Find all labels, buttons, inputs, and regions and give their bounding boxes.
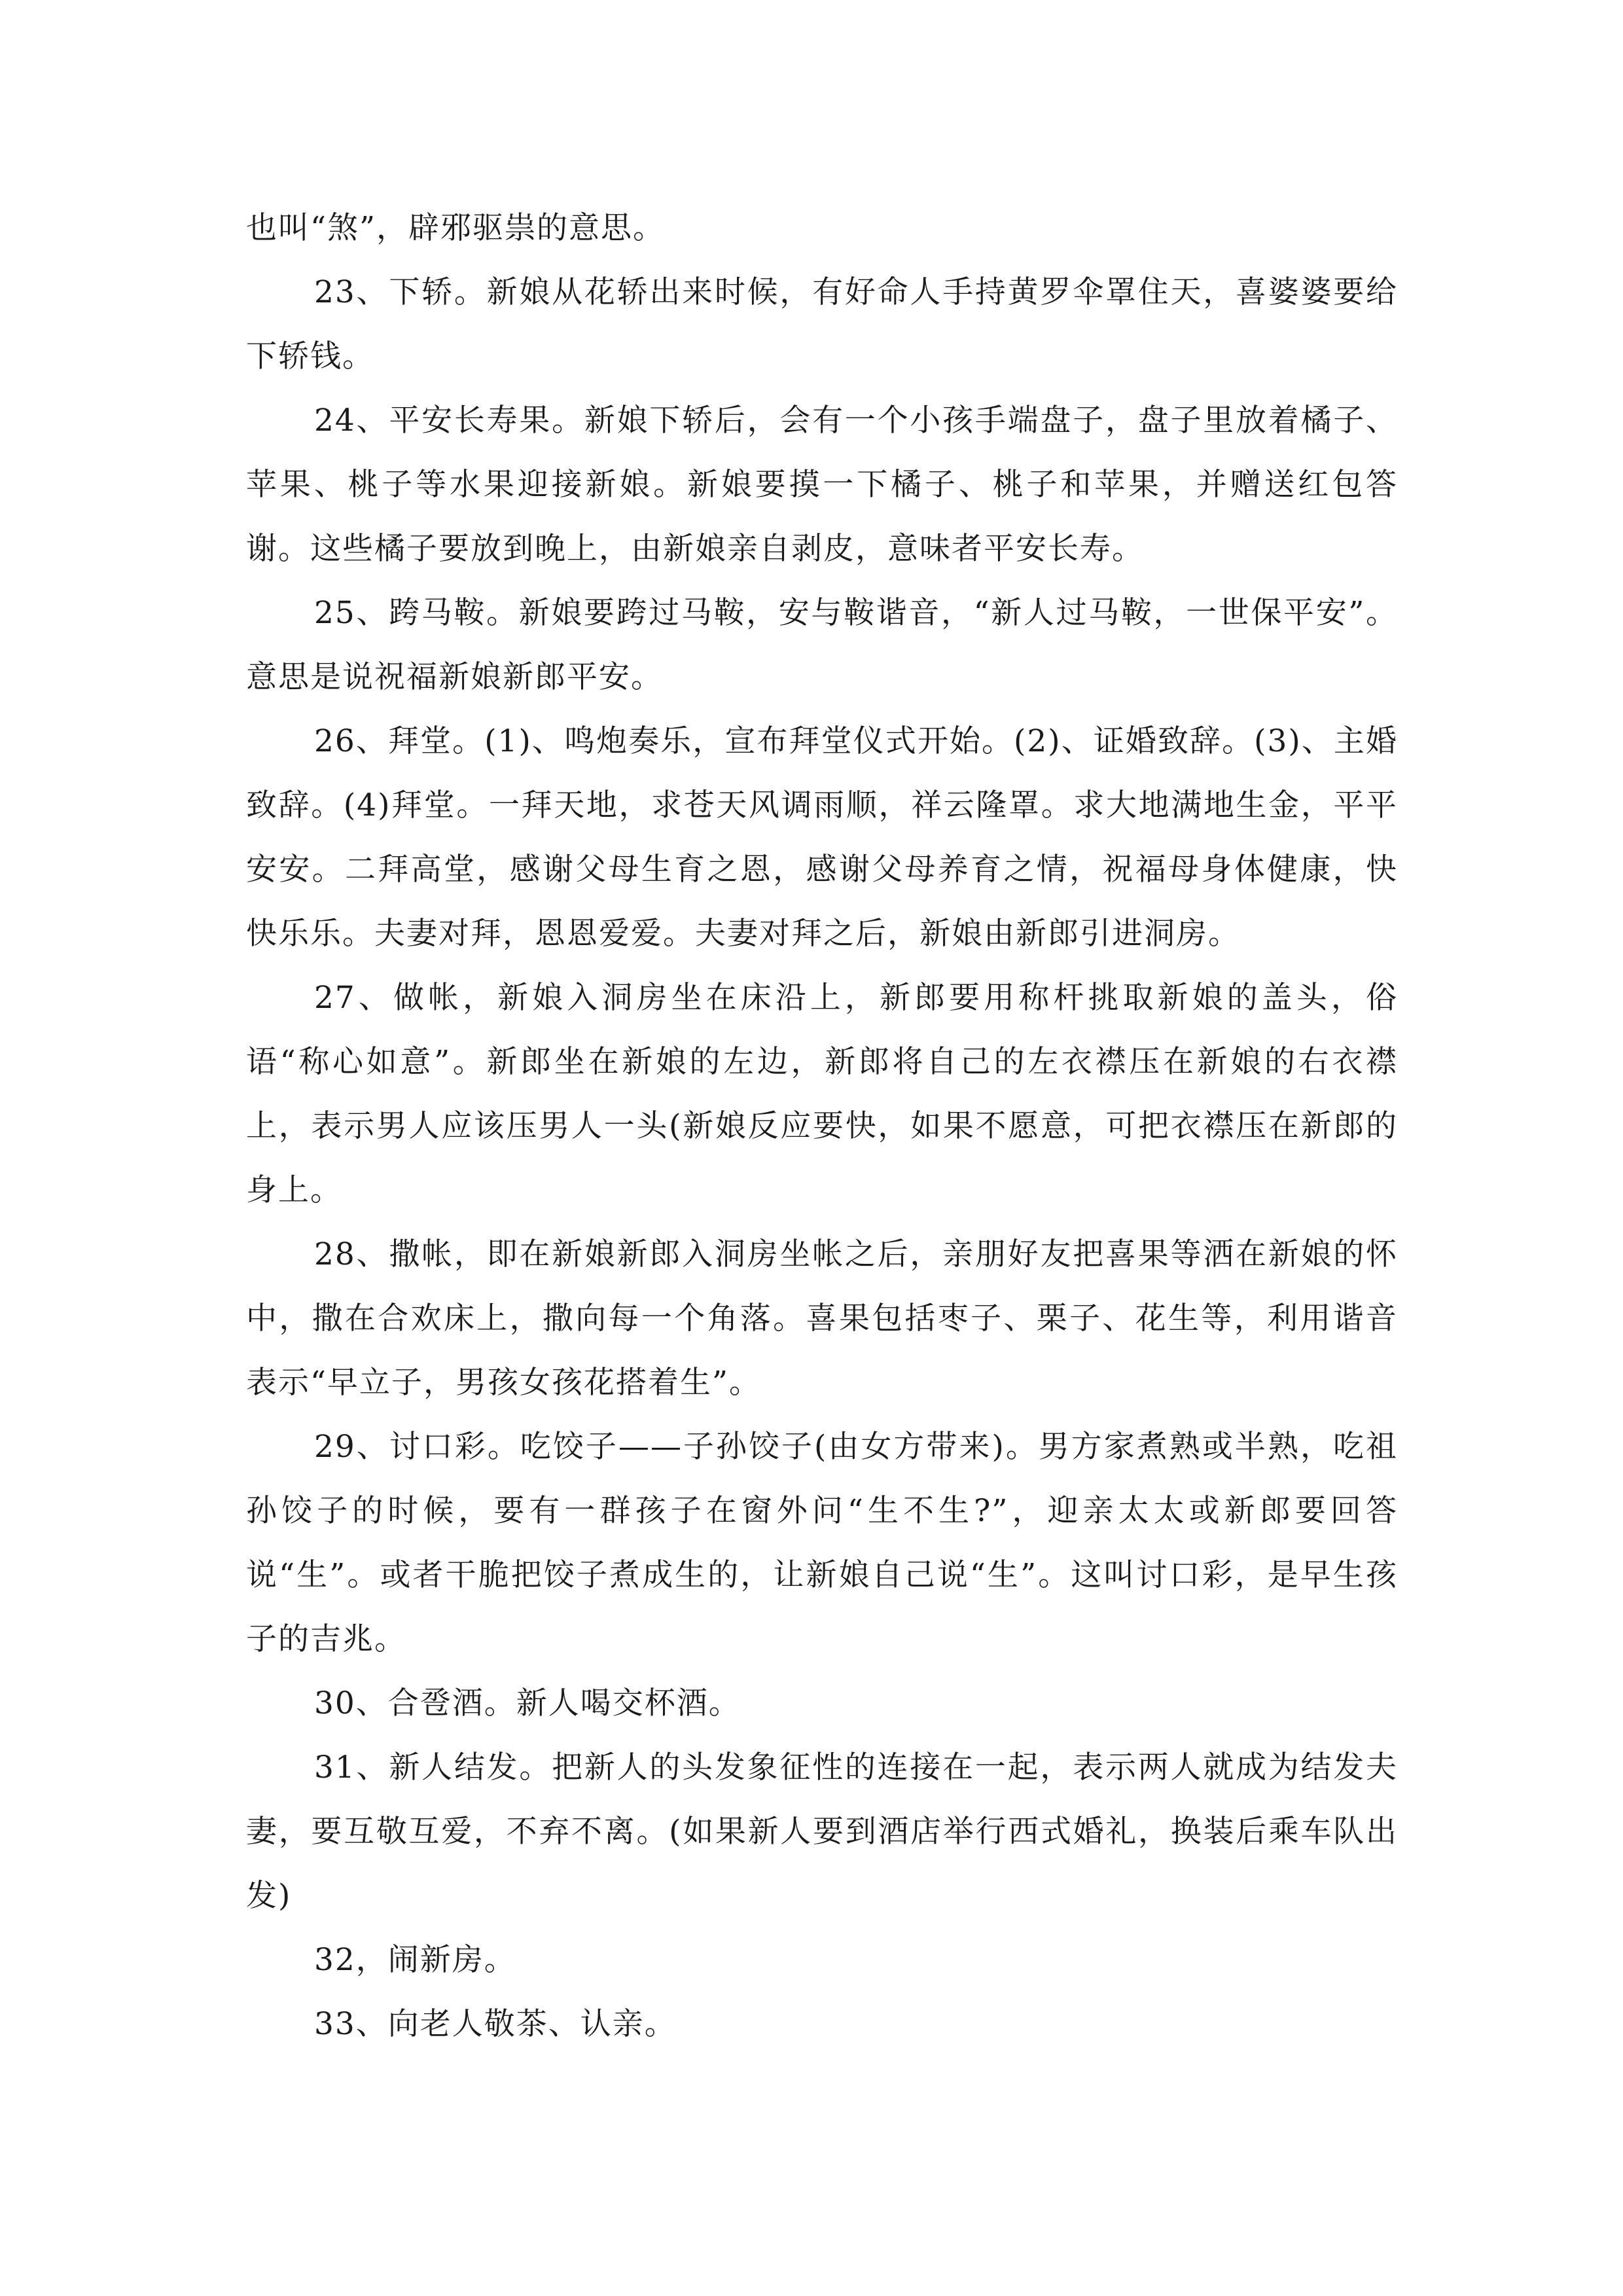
paragraph-item-24: 24、平安长寿果。新娘下轿后，会有一个小孩手端盘子，盘子里放着橘子、苹果、桃子等水果迎接新娘。新娘要摸一下橘子、桃子和苹果，并赠送红包答谢。这些橘子要放到晚上，由新娘亲自剥皮，意味者平安长寿。: [246, 403, 1398, 567]
paragraph-continuation: 也叫“煞”，辟邪驱祟的意思。: [246, 210, 666, 246]
paragraph-item-27: 27、做帐，新娘入洞房坐在床沿上，新郎要用称杆挑取新娘的盖头，俗语“称心如意”。新郎坐在新娘的左边，新郎将自己的左衣襟压在新娘的右衣襟上，表示男人应该压男人一头(新娘反应要快，如果不愿意，可把衣襟压在新郎的身上。: [246, 980, 1398, 1208]
paragraph-item-30: 30、合卺酒。新人喝交杯酒。: [314, 1685, 741, 1721]
paragraph-item-28: 28、撒帐，即在新娘新郎入洞房坐帐之后，亲朋好友把喜果等洒在新娘的怀中，撒在合欢床上，撒向每一个角落。喜果包括枣子、栗子、花生等，利用谐音表示“早立子，男孩女孩花搭着生”。: [246, 1236, 1398, 1401]
paragraph-item-32: 32，闹新房。: [314, 1942, 516, 1978]
paragraph-item-23: 23、下轿。新娘从花轿出来时候，有好命人手持黄罗伞罩住天，喜婆婆要给下轿钱。: [246, 274, 1398, 374]
paragraph-item-25: 25、跨马鞍。新娘要跨过马鞍，安与鞍谐音，“新人过马鞍，一世保平安”。意思是说祝福新娘新郎平安。: [246, 595, 1398, 695]
paragraph-item-29: 29、讨口彩。吃饺子——子孙饺子(由女方带来)。男方家煮熟或半熟，吃祖孙饺子的时候，要有一群孩子在窗外问“生不生?”，迎亲太太或新郎要回答说“生”。或者干脆把饺子煮成生的，让新娘自己说“生”。这叫讨口彩，是早生孩子的吉兆。: [246, 1429, 1398, 1657]
paragraph-item-26: 26、拜堂。(1)、鸣炮奏乐，宣布拜堂仪式开始。(2)、证婚致辞。(3)、主婚致辞。(4)拜堂。一拜天地，求苍天风调雨顺，祥云隆罩。求大地满地生金，平平安安。二拜高堂，感谢父母生育之恩，感谢父母养育之情，祝福母身体健康，快快乐乐。夫妻对拜，恩恩爱爱。夫妻对拜之后，新娘由新郎引进洞房。: [246, 723, 1398, 952]
paragraph-item-33: 33、向老人敬茶、认亲。: [314, 2006, 677, 2042]
paragraph-item-31: 31、新人结发。把新人的头发象征性的连接在一起，表示两人就成为结发夫妻，要互敬互爱，不弃不离。(如果新人要到酒店举行西式婚礼，换装后乘车队出发): [246, 1749, 1398, 1914]
document-body: [246, 196, 1398, 2056]
